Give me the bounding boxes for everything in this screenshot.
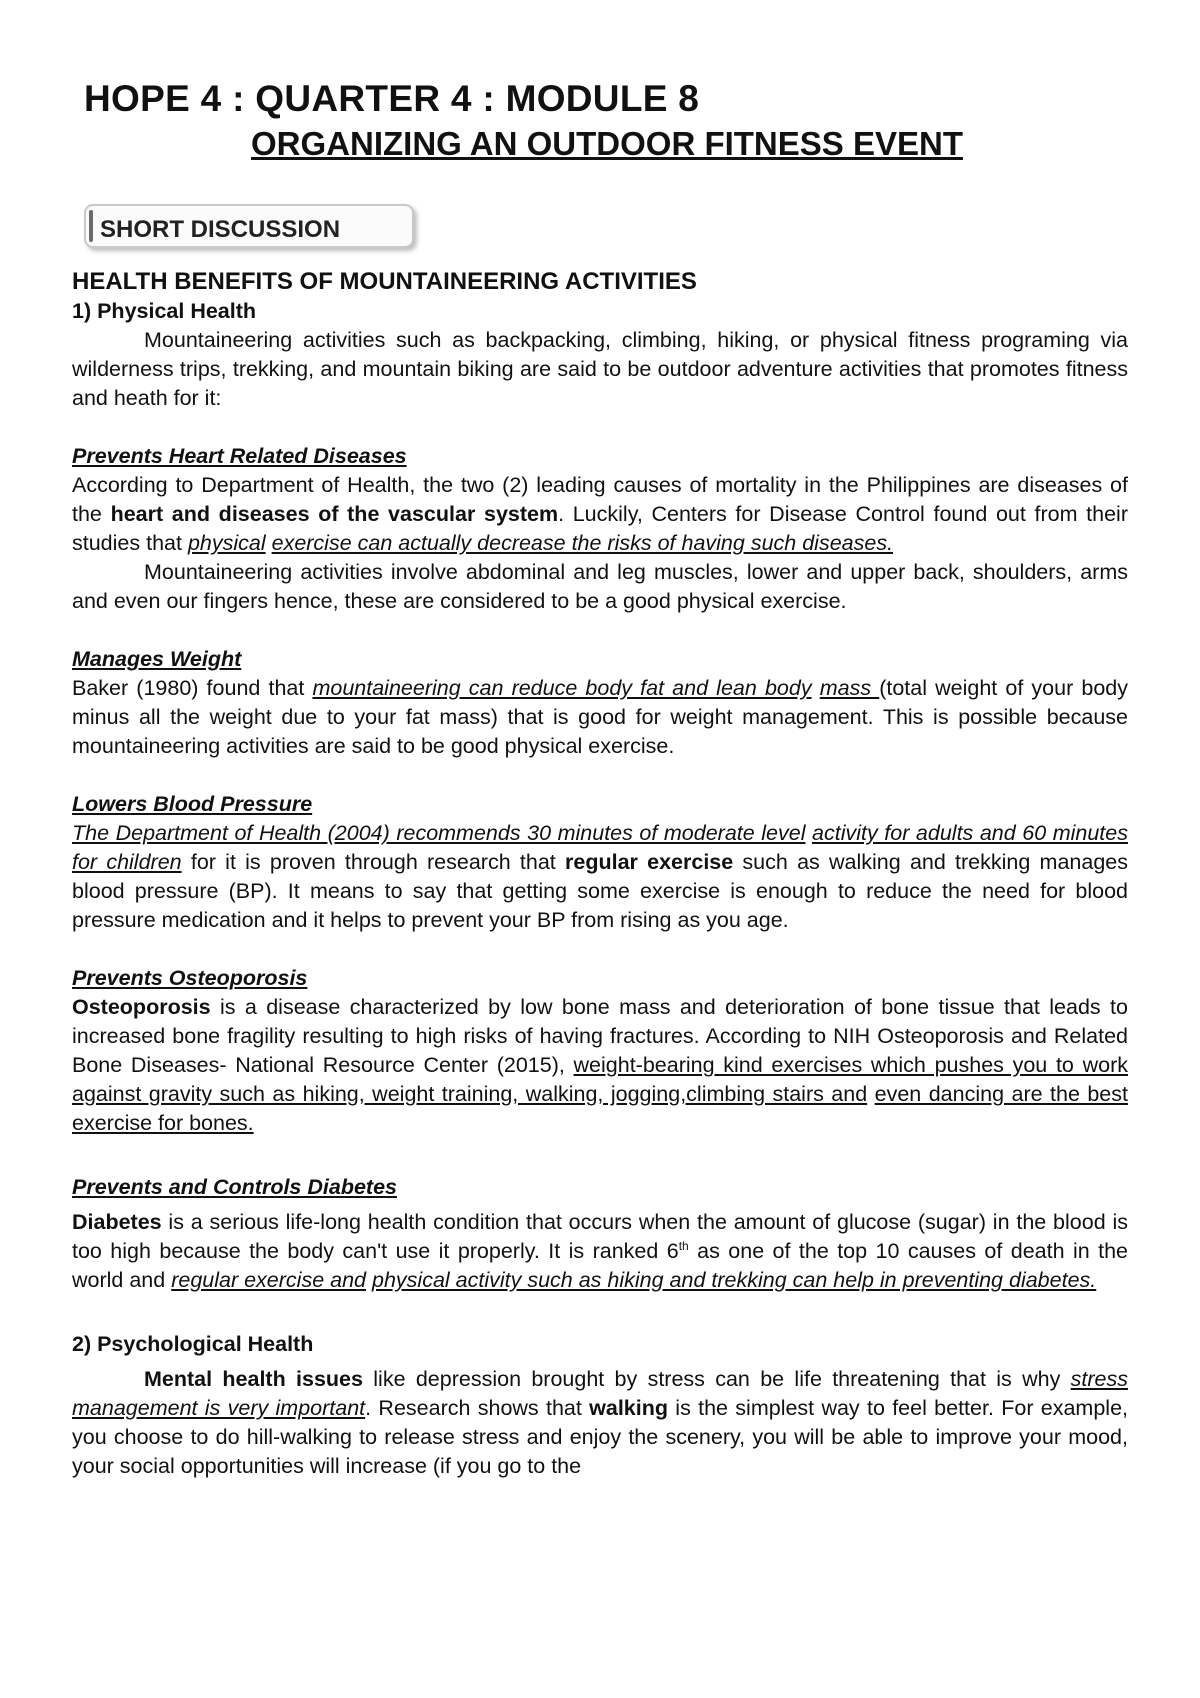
short-discussion-tag — [84, 204, 414, 248]
weight-paragraph: Baker (1980) found that mountaineering can reduce body fat and lean body mass (total weight of your body minus all the weight due to your fat mass) that is good for weight management. This is possible because mountaineering activities are said to be good physical exercise. — [72, 676, 1129, 758]
osteo-heading: Prevents Osteoporosis — [72, 966, 308, 990]
short-discussion-label: SHORT DISCUSSION — [100, 216, 341, 243]
heart-paragraph: According to Department of Health, the two (2) leading causes of mortality in the Philippines are diseases of the heart and diseases of the vascular system. Luckily, Centers for Disease Control found out from their studies that physical exercise can actually decrease the risks of having such diseases. — [72, 473, 1128, 555]
module-subtitle: ORGANIZING AN OUTDOOR FITNESS EVENT — [251, 125, 963, 162]
diabetes-heading: Prevents and Controls Diabetes — [72, 1175, 397, 1199]
psych-paragraph: Mental health issues like depression brought by stress can be life threatening that is why stress management is very important. Research shows that walking is the simplest way to feel better. For example, you choose to do hill-walking to release stress and enjoy the scenery, you will be able to improve your mood, your social opportunities will increase (if you go to the — [72, 1367, 1129, 1478]
weight-heading: Manages Weight — [72, 647, 242, 671]
physical-health-intro: Mountaineering activities such as backpacking, climbing, hiking, or physical fitness programing via wilderness trips, trekking, and mountain biking are said to be outdoor adventure activities that promotes fitness and heath for it: — [72, 328, 1128, 410]
module-title: HOPE 4 : QUARTER 4 : MODULE 8 — [84, 78, 700, 119]
bp-paragraph: The Department of Health (2004) recommends 30 minutes of moderate level activity for adults and 60 minutes for children for it is proven through research that regular exercise such as walking and trekking manages blood pressure (BP). It means to say that getting some exercise is enough to reduce the need for blood pressure medication and it helps to prevent your BP from rising as you age. — [72, 821, 1129, 932]
main-heading: HEALTH BENEFITS OF MOUNTAINEERING ACTIVITIES — [72, 268, 697, 295]
physical-health-heading: 1) Physical Health — [72, 299, 257, 323]
discussion-content — [72, 266, 1128, 1481]
osteo-paragraph: Osteoporosis is a disease characterized by low bone mass and deterioration of bone tissue that leads to increased bone fragility resulting to high risks of having fractures. According to NIH Osteoporosis and Related Bone Diseases- National Resource Center (2015), weight-bearing kind exercises which pushes you to work against gravity such as hiking, weight training, walking, jogging,climbing stairs and even dancing are the best exercise for bones. — [72, 995, 1128, 1135]
heart-heading: Prevents Heart Related Diseases — [72, 444, 407, 468]
diabetes-paragraph: Diabetes is a serious life-long health condition that occurs when the amount of glucose (sugar) in the blood is too high because the body can't use it properly. It is ranked 6th as one of the top 10 causes of death in the world and regular exercise and physical activity such as hiking and trekking can help in preventing diabetes. — [72, 1210, 1128, 1292]
psychological-health-heading: 2) Psychological Health — [72, 1332, 314, 1356]
heart-paragraph-2: Mountaineering activities involve abdominal and leg muscles, lower and upper back, shoulders, arms and even our fingers hence, these are considered to be a good physical exercise. — [72, 560, 1128, 613]
bp-heading: Lowers Blood Pressure — [72, 792, 313, 816]
